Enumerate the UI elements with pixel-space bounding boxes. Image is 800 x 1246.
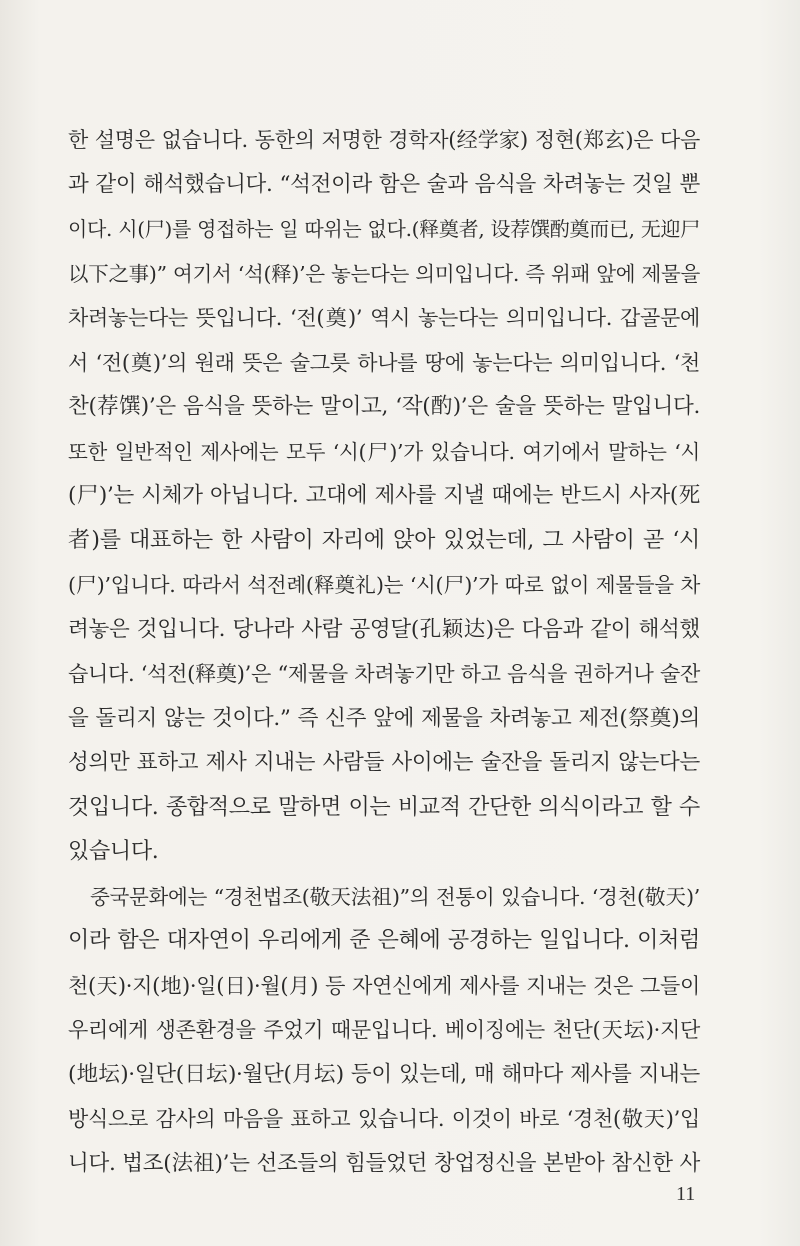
text-line: (尸)’는 시체가 아닙니다. 고대에 제사를 지낼 때에는 반드시 사자(死 bbox=[68, 483, 700, 508]
text-line: 을 돌리지 않는 것이다.” 즉 신주 앞에 제물을 차려놓고 제전(祭奠)의 bbox=[68, 705, 700, 731]
text-line: 천(天)·지(地)·일(日)·월(月) 등 자연신에게 제사를 지내는 것은 그들이 bbox=[68, 973, 700, 998]
text-line: 있습니다. bbox=[68, 839, 159, 864]
text-line: 것입니다. 종합적으로 말하면 이는 비교적 간단한 의식이라고 할 수 bbox=[68, 794, 700, 820]
text-line: 또한 일반적인 제사에는 모두 ‘시(尸)’가 있습니다. 여기에서 말하는 ‘시 bbox=[68, 439, 700, 464]
text-line: 려놓은 것입니다. 당나라 사람 공영달(孔颖达)은 다음과 같이 해석했 bbox=[68, 616, 700, 642]
text-line: 과 같이 해석했습니다. “석전이라 함은 술과 음식을 차려놓는 것일 뿐 bbox=[68, 171, 700, 197]
text-line: 중국문화에는 “경천법조(敬天法祖)”의 전통이 있습니다. ‘경천(敬天)’ bbox=[90, 884, 700, 909]
text-line: (尸)’입니다. 따라서 석전례(释奠礼)는 ‘시(尸)’가 따로 없이 제물들을 차 bbox=[68, 573, 700, 597]
text-line: 습니다. ‘석전(释奠)’은 “제물을 차려놓기만 하고 음식을 권하거나 술잔 bbox=[68, 662, 700, 686]
text-line: 방식으로 감사의 마음을 표하고 있습니다. 이것이 바로 ‘경천(敬天)’입 bbox=[68, 1107, 700, 1131]
body-text bbox=[68, 118, 700, 1186]
text-line: 성의만 표하고 제사 지내는 사람들 사이에는 술잔을 돌리지 않는다는 bbox=[68, 750, 700, 775]
text-line: 이라 함은 대자연이 우리에게 준 은혜에 공경하는 일입니다. 이처럼 bbox=[68, 928, 700, 953]
text-line: 이다. 시(尸)를 영접하는 일 따위는 없다.(释奠者, 设荐馔酌奠而已, 无迎尸 bbox=[68, 217, 700, 241]
page-number: 11 bbox=[676, 1183, 696, 1205]
text-line: (地坛)·일단(日坛)·월단(月坛) 등이 있는데, 매 해마다 제사를 지내는 bbox=[68, 1061, 700, 1087]
text-line: 한 설명은 없습니다. 동한의 저명한 경학자(经学家) 정현(郑玄)은 다음 bbox=[68, 128, 700, 152]
text-line: 니다. 법조(法祖)’는 선조들의 힘들었던 창업정신을 본받아 참신한 사 bbox=[68, 1150, 700, 1176]
paragraph-2 bbox=[68, 875, 700, 1187]
text-line: 찬(荐馔)’은 음식을 뜻하는 말이고, ‘작(酌)’은 술을 뜻하는 말입니다. bbox=[68, 394, 700, 419]
text-line: 차려놓는다는 뜻입니다. ‘전(奠)’ 역시 놓는다는 의미입니다. 갑골문에 bbox=[68, 306, 700, 330]
text-line: 以下之事)” 여기서 ‘석(释)’은 놓는다는 의미입니다. 즉 위패 앞에 제물을 bbox=[68, 261, 700, 286]
text-line: 우리에게 생존환경을 주었기 때문입니다. 베이징에는 천단(天坛)·지단 bbox=[68, 1018, 700, 1042]
paragraph-1 bbox=[68, 118, 700, 875]
text-line: 者)를 대표하는 한 사람이 자리에 앉아 있었는데, 그 사람이 곧 ‘시 bbox=[68, 527, 700, 553]
text-line: 서 ‘전(奠)’의 원래 뜻은 술그릇 하나를 땅에 놓는다는 의미입니다. ‘천 bbox=[68, 350, 700, 375]
